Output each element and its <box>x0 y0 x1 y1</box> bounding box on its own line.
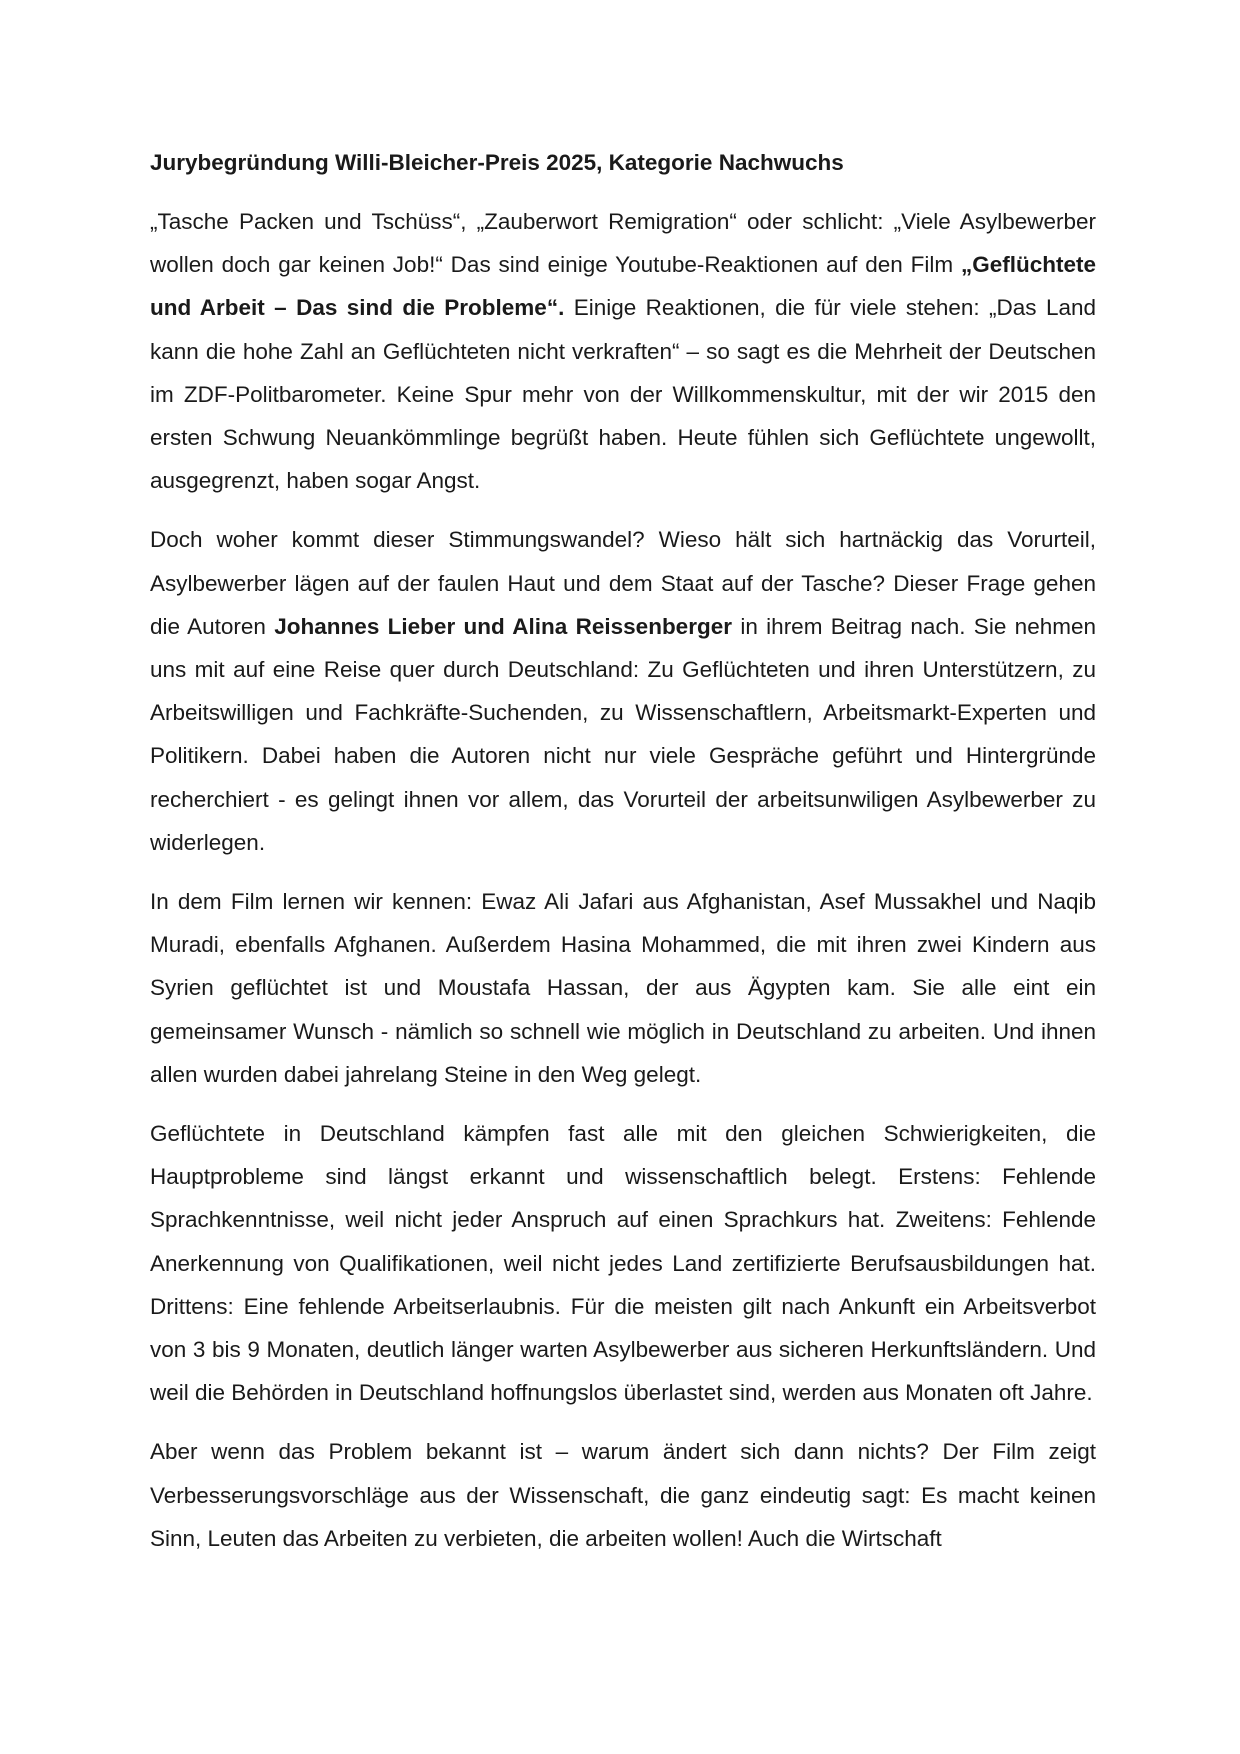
document-title: Jurybegründung Willi-Bleicher-Preis 2025, Kategorie Nachwuchs <box>150 150 844 175</box>
authors-bold: Johannes Lieber und Alina Reissenberger <box>274 613 732 639</box>
paragraph-4: Geflüchtete in Deutschland kämpfen fast alle mit den gleichen Schwierigkeiten, die Hauptprobleme sind längst erkannt und wissenschaftlich belegt. Erstens: Fehlende Sprachkenntnisse, weil nicht jeder Anspruch auf einen Sprachkurs hat. Zweitens: Fehlende Anerkennung von Qualifikationen, weil nicht jedes Land zertifizierte Berufsausbildungen hat. Drittens: Eine fehlende Arbeitserlaubnis. Für die meisten gilt nach Ankunft ein Arbeitsverbot von 3 bis 9 Monaten, deutlich länger warten Asylbewerber aus sicheren Herkunftsländern. Und weil die Behörden in Deutschland hoffnungslos überlastet sind, werden aus Monaten oft Jahre. <box>150 1121 1096 1406</box>
paragraph-3: In dem Film lernen wir kennen: Ewaz Ali Jafari aus Afghanistan, Asef Mussakhel und Naqib Muradi, ebenfalls Afghanen. Außerdem Hasina Mohammed, die mit ihren zwei Kindern aus Syrien geflüchtet ist und Moustafa Hassan, der aus Ägypten kam. Sie alle eint ein gemeinsamer Wunsch - nämlich so schnell wie möglich in Deutschland zu arbeiten. Und ihnen allen wurden dabei jahrelang Steine in den Weg gelegt. <box>150 889 1096 1087</box>
paragraph-5: Aber wenn das Problem bekannt ist – warum ändert sich dann nichts? Der Film zeigt Verbesserungsvorschläge aus der Wissenschaft, die ganz eindeutig sagt: Es macht keinen Sinn, Leuten das Arbeiten zu verbieten, die arbeiten wollen! Auch die Wirtschaft <box>150 1439 1096 1551</box>
paragraph-1 <box>150 200 1096 502</box>
paragraph-2-text-end: in ihrem Beitrag nach. Sie nehmen uns mit auf eine Reise quer durch Deutschland: Zu Geflüchteten und ihren Unterstützern, zu Arbeitswilligen und Fachkräfte-Suchenden, zu Wissenschaftlern, Arbeitsmarkt-Experten und Politikern. Dabei haben die Autoren nicht nur viele Gespräche geführt und Hintergründe recherchiert - es gelingt ihnen vor allem, das Vorurteil der arbeitsunwiligen Asylbewerber zu widerlegen. <box>150 613 1096 855</box>
paragraph-1-text-end: Einige Reaktionen, die für viele stehen: „Das Land kann die hohe Zahl an Geflüchteten nicht verkraften“ – so sagt es die Mehrheit der Deutschen im ZDF-Politbarometer. Keine Spur mehr von der Willkommenskultur, mit der wir 2015 den ersten Schwung Neuankömmlinge begrüßt haben. Heute fühlen sich Geflüchtete ungewollt, ausgegrenzt, haben sogar Angst. <box>150 295 1096 494</box>
paragraph-1-text-start: „Tasche Packen und Tschüss“, „Zauberwort Remigration“ oder schlicht: „Viele Asylbewerber wollen doch gar keinen Job!“ Das sind einige Youtube-Reaktionen auf den Film <box>150 209 1096 278</box>
paragraph-2 <box>150 518 1096 864</box>
paragraph-2-text-start: Doch woher kommt dieser Stimmungswandel? Wieso hält sich hartnäckig das Vorurteil, Asylbewerber lägen auf der faulen Haut und dem Staat auf der Tasche? Dieser Frage gehen die Autoren <box>150 527 1096 639</box>
document-page <box>150 148 1096 1576</box>
film-title-bold: „Geflüchtete und Arbeit – Das sind die Probleme“. <box>150 252 1096 321</box>
